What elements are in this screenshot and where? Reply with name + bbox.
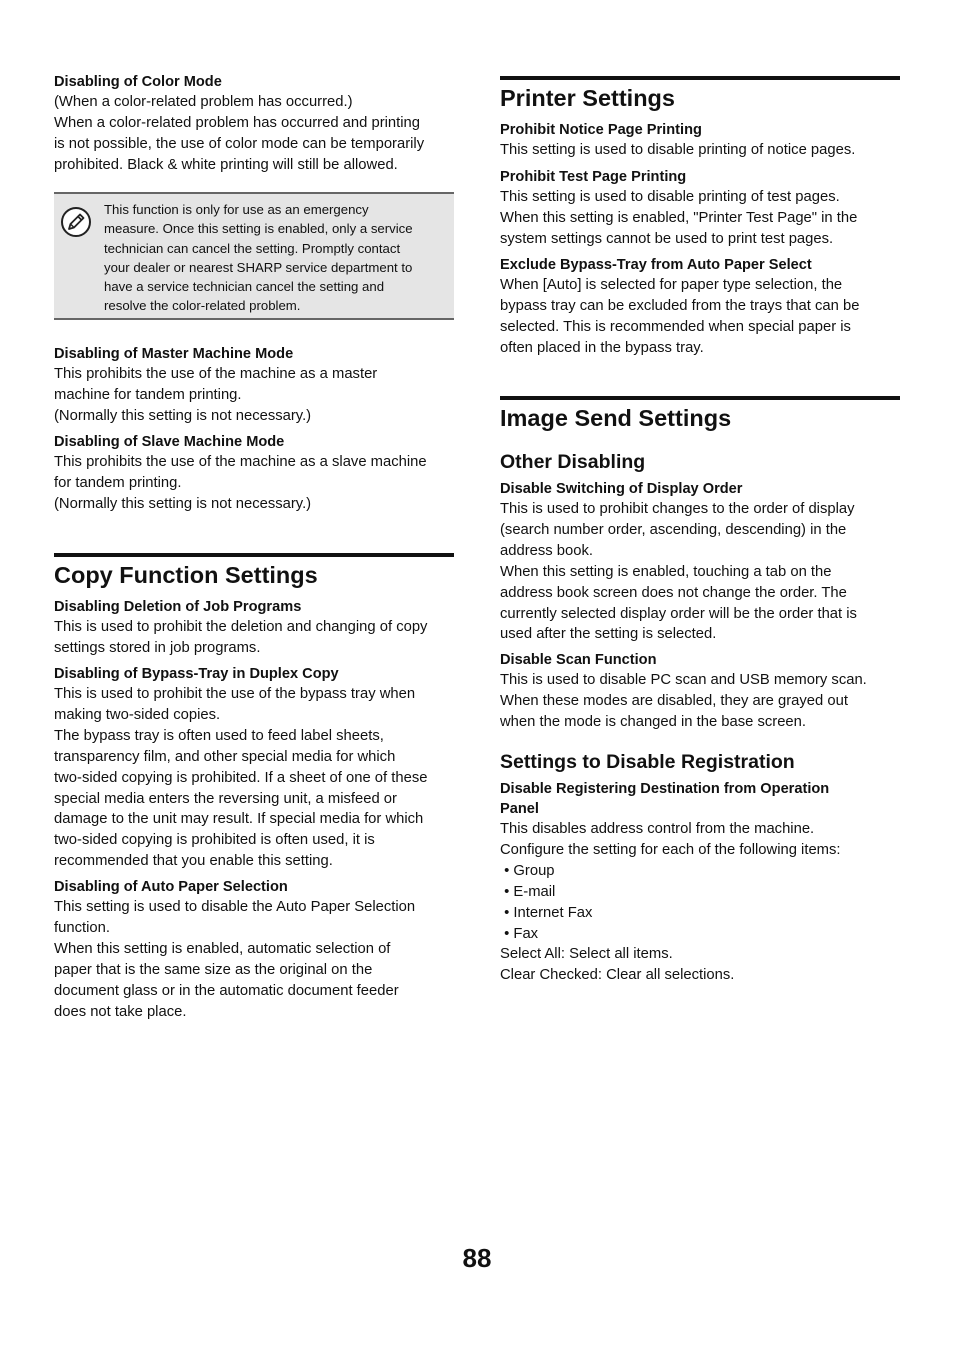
- text-line: Select All: Select all items.: [500, 946, 673, 963]
- text-line: When [Auto] is selected for paper type selection, the: [500, 277, 843, 293]
- job-programs-heading: Disabling Deletion of Job Programs: [54, 599, 302, 615]
- text-line: When this setting is enabled, touching a tab on the: [500, 563, 832, 580]
- text-line: function.: [54, 919, 110, 936]
- text-line: This is used to disable PC scan and USB memory scan.: [500, 672, 867, 688]
- scan-function-body: [500, 670, 900, 733]
- text-line: your dealer or nearest SHARP service department to: [104, 259, 413, 275]
- display-order-section: [500, 479, 900, 645]
- text-line: have a service technician cancel the setting and: [104, 279, 385, 295]
- text-line: making two-sided copies.: [54, 706, 221, 723]
- text-line: two-sided copying is prohibited is often used, it is: [54, 832, 375, 849]
- master-mode-section: [54, 344, 454, 427]
- printer-section-title: Printer Settings: [500, 85, 675, 111]
- text-line: bypass tray can be excluded from the trays that can be: [500, 297, 860, 314]
- text-line: This setting is used to disable the Auto Paper Selection: [54, 899, 416, 915]
- text-line: The bypass tray is often used to feed label sheets,: [54, 727, 384, 744]
- text-line: This function is only for use as an emergency: [104, 202, 369, 217]
- pencil-icon: [60, 206, 92, 238]
- scan-function-heading: Disable Scan Function: [500, 652, 657, 668]
- text-line: This disables address control from the machine.: [500, 821, 815, 837]
- text-line: When this setting is enabled, "Printer Test Page" in the: [500, 209, 858, 226]
- text-line: This setting is used to disable printing of notice pages.: [500, 142, 856, 158]
- text-line: document glass or in the automatic document feeder: [54, 982, 399, 999]
- master-mode-body: [54, 364, 454, 427]
- color-mode-heading: Disabling of Color Mode: [54, 74, 222, 90]
- text-line: recommended that you enable this setting.: [54, 853, 333, 870]
- section-rule: [500, 76, 900, 80]
- notice-page-body: [500, 140, 900, 161]
- notice-page-section: [500, 120, 900, 161]
- bypass-duplex-section: [54, 664, 454, 872]
- display-order-heading: Disable Switching of Display Order: [500, 481, 743, 497]
- auto-paper-section: [54, 877, 454, 1022]
- bypass-exclude-section: [500, 255, 900, 359]
- text-line: prohibited. Black & white printing will still be allowed.: [54, 156, 398, 173]
- text-line: when the mode is changed in the base screen.: [500, 713, 807, 730]
- job-programs-body: [54, 617, 454, 659]
- text-line: address book screen does not change the order. The: [500, 584, 847, 601]
- job-programs-section: [54, 597, 454, 659]
- text-line: settings stored in job programs.: [54, 639, 261, 656]
- test-page-section: [500, 167, 900, 250]
- auto-paper-heading: Disabling of Auto Paper Selection: [54, 879, 288, 895]
- text-line: resolve the color-related problem.: [104, 298, 301, 314]
- section-rule: [500, 396, 900, 400]
- text-line: This is used to prohibit the deletion and changing of copy: [54, 619, 428, 635]
- text-line: machine for tandem printing.: [54, 386, 242, 403]
- color-mode-body: [54, 92, 454, 176]
- notice-page-heading: Prohibit Notice Page Printing: [500, 122, 702, 138]
- display-order-body: [500, 499, 900, 645]
- test-page-body: [500, 187, 900, 250]
- text-line: This is used to prohibit the use of the bypass tray when: [54, 686, 416, 702]
- text-line: used after the setting is selected.: [500, 626, 717, 643]
- text-line: This is used to prohibit changes to the order of display: [500, 501, 855, 517]
- page-number: 88: [462, 1243, 492, 1273]
- text-line: (search number order, ascending, descending) in the: [500, 521, 847, 538]
- text-line: two-sided copying is prohibited. If a sheet of one of these: [54, 769, 428, 786]
- text-line: address book.: [500, 542, 593, 559]
- text-line: system settings cannot be used to print test pages.: [500, 230, 834, 247]
- text-line: measure. Once this setting is enabled, only a service: [104, 221, 413, 237]
- bypass-duplex-heading: Disabling of Bypass-Tray in Duplex Copy: [54, 666, 339, 682]
- text-line: currently selected display order will be the order that is: [500, 605, 857, 622]
- text-line: This prohibits the use of the machine as a slave machine: [54, 454, 427, 470]
- slave-mode-section: [54, 432, 454, 515]
- bullet-item: • Fax: [500, 925, 539, 942]
- register-destination-heading: [500, 779, 900, 819]
- master-mode-heading: Disabling of Master Machine Mode: [54, 346, 294, 362]
- text-line: This setting is used to disable printing of test pages.: [500, 189, 840, 205]
- text-line: selected. This is recommended when special paper is: [500, 318, 851, 335]
- text-line: is not possible, the use of color mode can be temporarily: [54, 135, 425, 152]
- note-text: [104, 200, 413, 316]
- text-line: (When a color-related problem has occurred.): [54, 94, 353, 110]
- scan-function-section: [500, 650, 900, 733]
- text-line: When a color-related problem has occurred and printing: [54, 114, 421, 131]
- text-line: (Normally this setting is not necessary.): [54, 495, 312, 512]
- register-destination-section: [500, 779, 900, 986]
- bullet-item: • E-mail: [500, 883, 556, 900]
- slave-mode-body: [54, 452, 454, 515]
- auto-paper-body: [54, 897, 454, 1022]
- test-page-heading: Prohibit Test Page Printing: [500, 169, 687, 185]
- bypass-duplex-body: [54, 684, 454, 872]
- image-send-title: Image Send Settings: [500, 405, 732, 431]
- text-line: transparency film, and other special media for which: [54, 748, 396, 765]
- text-line: special media enters the reversing unit, a misfeed or: [54, 790, 397, 807]
- text-line: When this setting is enabled, automatic selection of: [54, 940, 391, 957]
- text-line: does not take place.: [54, 1003, 187, 1020]
- text-line: for tandem printing.: [54, 474, 182, 491]
- bypass-exclude-heading: Exclude Bypass-Tray from Auto Paper Select: [500, 257, 812, 273]
- section-rule: [54, 553, 454, 557]
- text-line: Configure the setting for each of the following items:: [500, 841, 841, 858]
- copy-section-title: Copy Function Settings: [54, 562, 318, 588]
- text-line: This prohibits the use of the machine as a master: [54, 366, 378, 382]
- text-line: paper that is the same size as the original on the: [54, 961, 373, 978]
- other-disabling-title: Other Disabling: [500, 451, 646, 473]
- text-line: technician can cancel the setting. Promptly contact: [104, 240, 401, 256]
- registration-title: Settings to Disable Registration: [500, 751, 795, 773]
- slave-mode-heading: Disabling of Slave Machine Mode: [54, 434, 285, 450]
- bullet-item: • Internet Fax: [500, 904, 593, 921]
- text-line: often placed in the bypass tray.: [500, 339, 704, 356]
- text-line: Clear Checked: Clear all selections.: [500, 967, 735, 984]
- bullet-item: • Group: [500, 862, 555, 879]
- color-mode-section: [54, 72, 454, 176]
- note-box: [54, 192, 454, 320]
- heading-line: Panel: [500, 801, 539, 817]
- register-destination-body: [500, 819, 900, 986]
- text-line: (Normally this setting is not necessary.): [54, 407, 312, 424]
- heading-line: Disable Registering Destination from Operation: [500, 781, 830, 797]
- bypass-exclude-body: [500, 275, 900, 359]
- text-line: damage to the unit may result. If special media for which: [54, 811, 424, 828]
- text-line: When these modes are disabled, they are grayed out: [500, 692, 848, 709]
